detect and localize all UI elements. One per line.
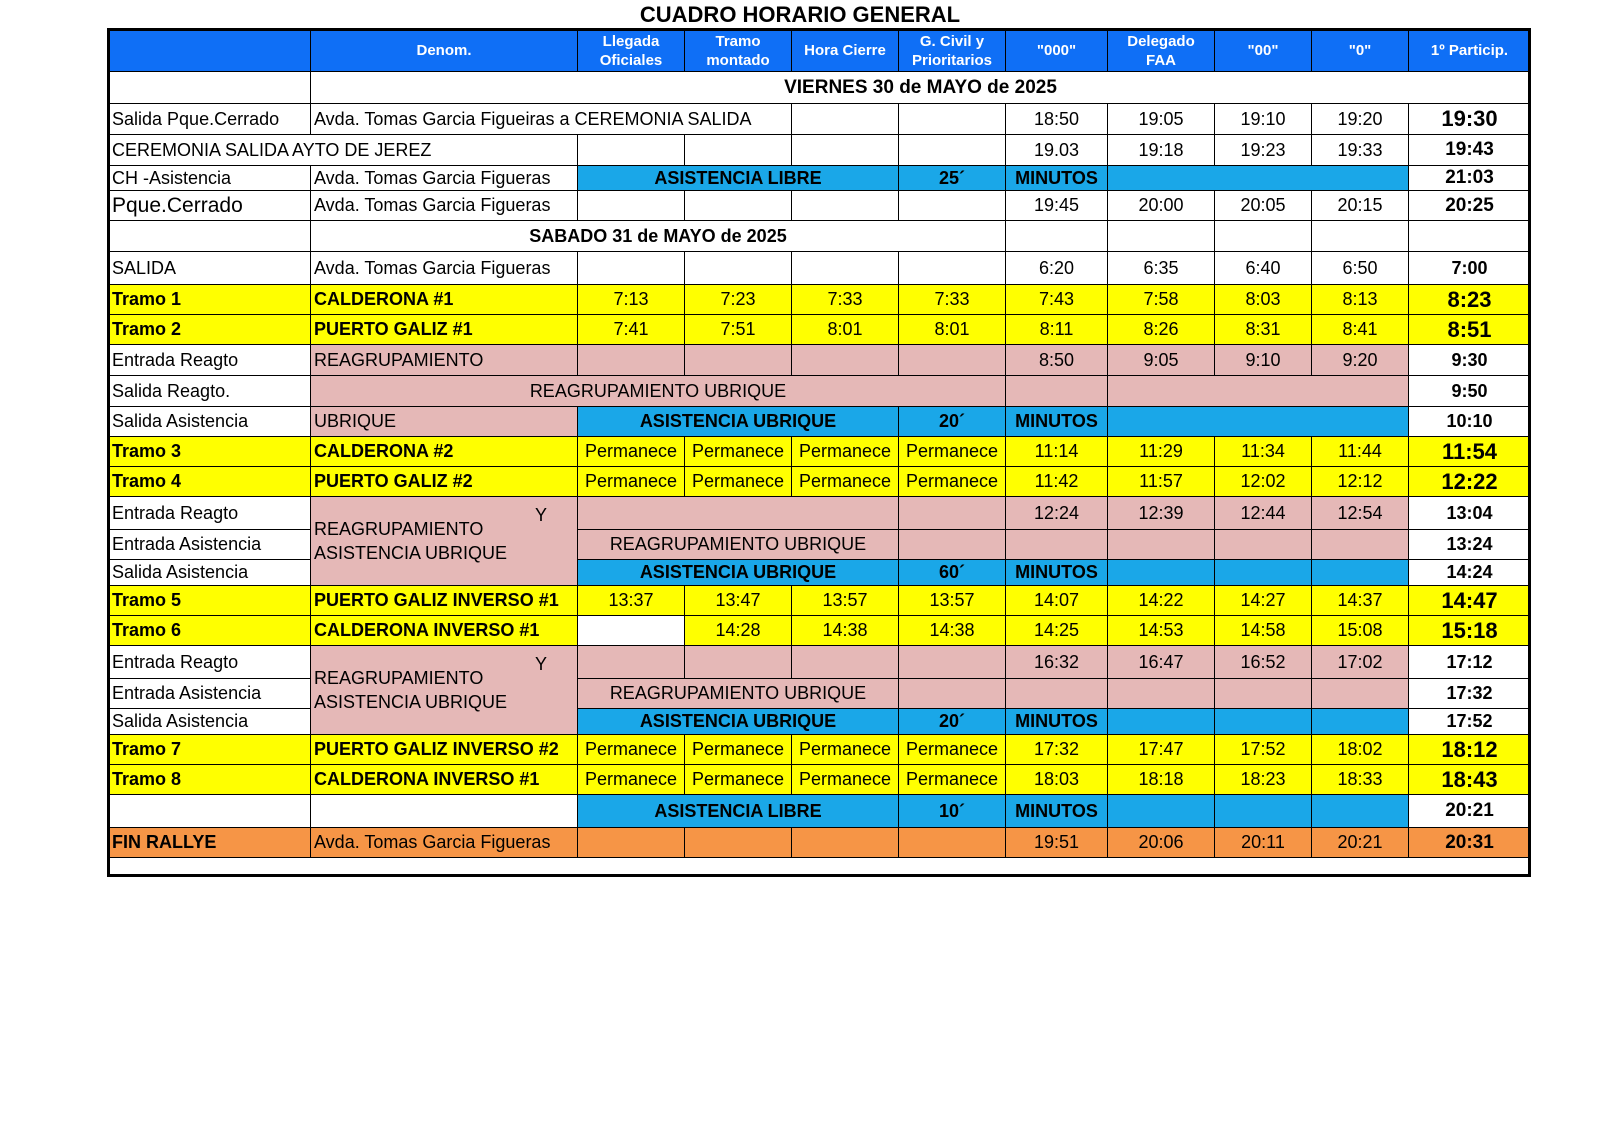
time-cell: 20:06	[1108, 828, 1215, 858]
minutos-label: MINUTOS	[1006, 795, 1108, 828]
time-cell: 8:11	[1006, 315, 1108, 345]
permanece-cell: Permanece	[792, 467, 899, 497]
time-cell: 12:44	[1215, 497, 1312, 530]
first-particip-time: 20:21	[1409, 795, 1531, 828]
row-denom: Avda. Tomas Garcia Figueras	[311, 191, 578, 221]
row-label: Tramo 2	[109, 315, 311, 345]
time-cell: 15:08	[1312, 616, 1409, 646]
first-particip-time: 12:22	[1409, 467, 1531, 497]
asistencia-minutes: 60´	[899, 560, 1006, 586]
row-denom: PUERTO GALIZ INVERSO #1	[311, 586, 578, 616]
table-row	[109, 616, 1531, 646]
time-cell: 11:44	[1312, 437, 1409, 467]
time-cell: 20:21	[1312, 828, 1409, 858]
day-heading: VIERNES 30 de MAYO de 2025	[311, 72, 1531, 104]
first-particip-time: 17:32	[1409, 679, 1531, 709]
header-tramo: Tramo montado	[685, 30, 792, 72]
row-label: CEREMONIA SALIDA AYTO DE JEREZ	[109, 135, 578, 166]
reag-line: REAGRUPAMIENTO	[314, 668, 484, 688]
minutos-label: MINUTOS	[1006, 560, 1108, 586]
time-cell: 14:22	[1108, 586, 1215, 616]
time-cell: 6:40	[1215, 252, 1312, 285]
time-cell: 12:54	[1312, 497, 1409, 530]
table-row	[109, 285, 1531, 315]
row-denom: Avda. Tomas Garcia Figueiras a CEREMONIA SALIDA	[311, 104, 792, 135]
time-cell: 19:45	[1006, 191, 1108, 221]
first-particip-time: 20:25	[1409, 191, 1531, 221]
time-cell: 20:05	[1215, 191, 1312, 221]
first-particip-time: 18:12	[1409, 735, 1531, 765]
asistencia-label: ASISTENCIA UBRIQUE	[578, 560, 899, 586]
row-label: Tramo 6	[109, 616, 311, 646]
time-cell: 13:47	[685, 586, 792, 616]
row-label: Tramo 1	[109, 285, 311, 315]
first-particip-time: 9:30	[1409, 345, 1531, 376]
day-row	[109, 221, 1531, 252]
first-particip-time: 14:24	[1409, 560, 1531, 586]
page-title: CUADRO HORARIO GENERAL	[639, 2, 961, 27]
time-cell: 8:03	[1215, 285, 1312, 315]
time-cell: 7:41	[578, 315, 685, 345]
time-cell: 11:29	[1108, 437, 1215, 467]
time-cell: 12:12	[1312, 467, 1409, 497]
permanece-cell: Permanece	[899, 735, 1006, 765]
row-denom: PUERTO GALIZ INVERSO #2	[311, 735, 578, 765]
time-cell: 14:38	[899, 616, 1006, 646]
permanece-cell: Permanece	[899, 765, 1006, 795]
asist-line: ASISTENCIA UBRIQUE	[314, 692, 508, 712]
permanece-cell: Permanece	[792, 437, 899, 467]
time-cell: 12:24	[1006, 497, 1108, 530]
asistencia-label: ASISTENCIA LIBRE	[578, 166, 899, 191]
row-label: Salida Pque.Cerrado	[109, 104, 311, 135]
time-cell: 14:38	[792, 616, 899, 646]
row-denom: CALDERONA #1	[311, 285, 578, 315]
time-cell: 16:47	[1108, 646, 1215, 679]
time-cell: 14:27	[1215, 586, 1312, 616]
schedule-table	[108, 29, 1531, 858]
header-delegado: Delegado FAA	[1108, 30, 1215, 72]
time-cell: 11:57	[1108, 467, 1215, 497]
time-cell: 7:23	[685, 285, 792, 315]
first-particip-time: 17:12	[1409, 646, 1531, 679]
row-label: Entrada Reagto	[109, 345, 311, 376]
table-row	[109, 586, 1531, 616]
first-particip-time: 14:47	[1409, 586, 1531, 616]
row-denom: PUERTO GALIZ #1	[311, 315, 578, 345]
row-label: Entrada Asistencia	[109, 679, 311, 709]
row-label: CH -Asistencia	[109, 166, 311, 191]
row-label: Tramo 8	[109, 765, 311, 795]
row-denom: CALDERONA #2	[311, 437, 578, 467]
first-particip-time: 20:31	[1409, 828, 1531, 858]
time-cell: 18:23	[1215, 765, 1312, 795]
table-row	[109, 735, 1531, 765]
time-cell: 11:42	[1006, 467, 1108, 497]
header-cell	[109, 30, 311, 72]
time-cell: 19:05	[1108, 104, 1215, 135]
header-00: "00"	[1215, 30, 1312, 72]
header-000: "000"	[1006, 30, 1108, 72]
first-particip-time: 8:51	[1409, 315, 1531, 345]
time-cell: 9:05	[1108, 345, 1215, 376]
row-label: Tramo 5	[109, 586, 311, 616]
header-particip: 1º Particip.	[1409, 30, 1531, 72]
header-0: "0"	[1312, 30, 1409, 72]
table-row	[109, 828, 1531, 858]
time-cell: 8:26	[1108, 315, 1215, 345]
time-cell: 14:37	[1312, 586, 1409, 616]
first-particip-time: 17:52	[1409, 709, 1531, 735]
time-cell: 18:02	[1312, 735, 1409, 765]
row-label: Salida Asistencia	[109, 407, 311, 437]
table-row	[109, 376, 1531, 407]
row-label: Entrada Asistencia	[109, 530, 311, 560]
table-row	[109, 407, 1531, 437]
time-cell: 19:20	[1312, 104, 1409, 135]
time-cell: 18:33	[1312, 765, 1409, 795]
time-cell: 6:35	[1108, 252, 1215, 285]
time-cell: 14:07	[1006, 586, 1108, 616]
time-cell: 7:58	[1108, 285, 1215, 315]
permanece-cell: Permanece	[578, 437, 685, 467]
table-row	[109, 497, 1531, 530]
row-denom: Avda. Tomas Garcia Figueras	[311, 166, 578, 191]
table-row	[109, 646, 1531, 679]
y-conjunction: Y	[534, 654, 547, 674]
reagrupamiento-label: REAGRUPAMIENTO UBRIQUE	[578, 530, 899, 560]
time-cell: 16:32	[1006, 646, 1108, 679]
time-cell: 12:39	[1108, 497, 1215, 530]
minutos-label: MINUTOS	[1006, 166, 1108, 191]
table-row	[109, 315, 1531, 345]
header-row	[109, 30, 1531, 72]
asistencia-label: ASISTENCIA UBRIQUE	[578, 709, 899, 735]
time-cell: 13:57	[899, 586, 1006, 616]
first-particip-time: 9:50	[1409, 376, 1531, 407]
time-cell: 14:28	[685, 616, 792, 646]
first-particip-time: 15:18	[1409, 616, 1531, 646]
time-cell: 20:00	[1108, 191, 1215, 221]
time-cell: 17:47	[1108, 735, 1215, 765]
reagrupamiento-label: REAGRUPAMIENTO UBRIQUE	[578, 679, 899, 709]
reagrupamiento-label: REAGRUPAMIENTO UBRIQUE	[311, 376, 1006, 407]
permanece-cell: Permanece	[578, 735, 685, 765]
time-cell: 16:52	[1215, 646, 1312, 679]
permanece-cell: Permanece	[792, 765, 899, 795]
first-particip-time: 7:00	[1409, 252, 1531, 285]
table-row	[109, 437, 1531, 467]
row-denom: PUERTO GALIZ #2	[311, 467, 578, 497]
time-cell: 8:01	[792, 315, 899, 345]
permanece-cell: Permanece	[578, 467, 685, 497]
day-row	[109, 72, 1531, 104]
reag-asistencia-block	[311, 497, 578, 586]
row-label: FIN RALLYE	[109, 828, 311, 858]
row-label: Entrada Reagto	[109, 646, 311, 679]
asist-line: ASISTENCIA UBRIQUE	[314, 543, 508, 563]
time-cell: 7:43	[1006, 285, 1108, 315]
time-cell: 11:14	[1006, 437, 1108, 467]
time-cell: 9:20	[1312, 345, 1409, 376]
time-cell: 7:33	[792, 285, 899, 315]
day-heading: SABADO 31 de MAYO de 2025	[311, 221, 1006, 252]
first-particip-time: 18:43	[1409, 765, 1531, 795]
row-label: Entrada Reagto	[109, 497, 311, 530]
minutos-label: MINUTOS	[1006, 709, 1108, 735]
row-label: Tramo 7	[109, 735, 311, 765]
row-denom: Avda. Tomas Garcia Figueras	[311, 828, 578, 858]
time-cell: 11:34	[1215, 437, 1312, 467]
time-cell: 14:25	[1006, 616, 1108, 646]
time-cell: 17:52	[1215, 735, 1312, 765]
row-label: Salida Reagto.	[109, 376, 311, 407]
permanece-cell: Permanece	[578, 765, 685, 795]
time-cell: 9:10	[1215, 345, 1312, 376]
time-cell: 8:13	[1312, 285, 1409, 315]
asistencia-minutes: 20´	[899, 407, 1006, 437]
time-cell: 8:31	[1215, 315, 1312, 345]
time-cell: 19:33	[1312, 135, 1409, 166]
permanece-cell: Permanece	[685, 437, 792, 467]
permanece-cell: Permanece	[899, 437, 1006, 467]
time-cell: 20:15	[1312, 191, 1409, 221]
reag-asistencia-block	[311, 646, 578, 735]
time-cell: 19.03	[1006, 135, 1108, 166]
time-cell: 7:51	[685, 315, 792, 345]
time-cell: 17:02	[1312, 646, 1409, 679]
table-row	[109, 135, 1531, 166]
time-cell: 19:10	[1215, 104, 1312, 135]
row-denom: UBRIQUE	[311, 407, 578, 437]
time-cell: 17:32	[1006, 735, 1108, 765]
time-cell: 13:57	[792, 586, 899, 616]
table-row	[109, 795, 1531, 828]
time-cell: 19:18	[1108, 135, 1215, 166]
table-row	[109, 104, 1531, 135]
asistencia-minutes: 10´	[899, 795, 1006, 828]
time-cell: 18:03	[1006, 765, 1108, 795]
time-cell: 7:33	[899, 285, 1006, 315]
time-cell: 7:13	[578, 285, 685, 315]
row-label: Salida Asistencia	[109, 560, 311, 586]
asistencia-label: ASISTENCIA UBRIQUE	[578, 407, 899, 437]
minutos-label: MINUTOS	[1006, 407, 1108, 437]
header-gcivil: G. Civil y Prioritarios	[899, 30, 1006, 72]
permanece-cell: Permanece	[685, 735, 792, 765]
time-cell: 12:02	[1215, 467, 1312, 497]
first-particip-time: 21:03	[1409, 166, 1531, 191]
time-cell: 8:41	[1312, 315, 1409, 345]
row-denom: Avda. Tomas Garcia Figueras	[311, 252, 578, 285]
table-row	[109, 345, 1531, 376]
table-row	[109, 467, 1531, 497]
time-cell: 18:18	[1108, 765, 1215, 795]
first-particip-time: 13:04	[1409, 497, 1531, 530]
time-cell: 20:11	[1215, 828, 1312, 858]
first-particip-time: 13:24	[1409, 530, 1531, 560]
time-cell: 6:20	[1006, 252, 1108, 285]
time-cell: 13:37	[578, 586, 685, 616]
first-particip-time: 19:43	[1409, 135, 1531, 166]
asistencia-label: ASISTENCIA LIBRE	[578, 795, 899, 828]
first-particip-time: 19:30	[1409, 104, 1531, 135]
row-denom: CALDERONA INVERSO #1	[311, 765, 578, 795]
table-row	[109, 166, 1531, 191]
first-particip-time: 10:10	[1409, 407, 1531, 437]
permanece-cell: Permanece	[899, 467, 1006, 497]
asistencia-minutes: 25´	[899, 166, 1006, 191]
table-row	[109, 765, 1531, 795]
row-denom: CALDERONA INVERSO #1	[311, 616, 578, 646]
y-conjunction: Y	[534, 505, 547, 525]
row-label: Tramo 4	[109, 467, 311, 497]
time-cell: 19:23	[1215, 135, 1312, 166]
time-cell: 19:51	[1006, 828, 1108, 858]
row-label: Pque.Cerrado	[109, 191, 311, 221]
time-cell: 8:50	[1006, 345, 1108, 376]
row-denom: REAGRUPAMIENTO	[311, 345, 578, 376]
time-cell: 14:53	[1108, 616, 1215, 646]
first-particip-time: 11:54	[1409, 437, 1531, 467]
reag-line: REAGRUPAMIENTO	[314, 519, 484, 539]
table-row	[109, 252, 1531, 285]
table-row	[109, 191, 1531, 221]
header-llegada: Llegada Oficiales	[578, 30, 685, 72]
time-cell: 14:58	[1215, 616, 1312, 646]
asistencia-minutes: 20´	[899, 709, 1006, 735]
permanece-cell: Permanece	[792, 735, 899, 765]
time-cell: 6:50	[1312, 252, 1409, 285]
permanece-cell: Permanece	[685, 765, 792, 795]
row-label: Salida Asistencia	[109, 709, 311, 735]
row-label: Tramo 3	[109, 437, 311, 467]
header-cierre: Hora Cierre	[792, 30, 899, 72]
permanece-cell: Permanece	[685, 467, 792, 497]
time-cell: 18:50	[1006, 104, 1108, 135]
time-cell: 8:01	[899, 315, 1006, 345]
row-label: SALIDA	[109, 252, 311, 285]
first-particip-time: 8:23	[1409, 285, 1531, 315]
header-denom: Denom.	[311, 30, 578, 72]
